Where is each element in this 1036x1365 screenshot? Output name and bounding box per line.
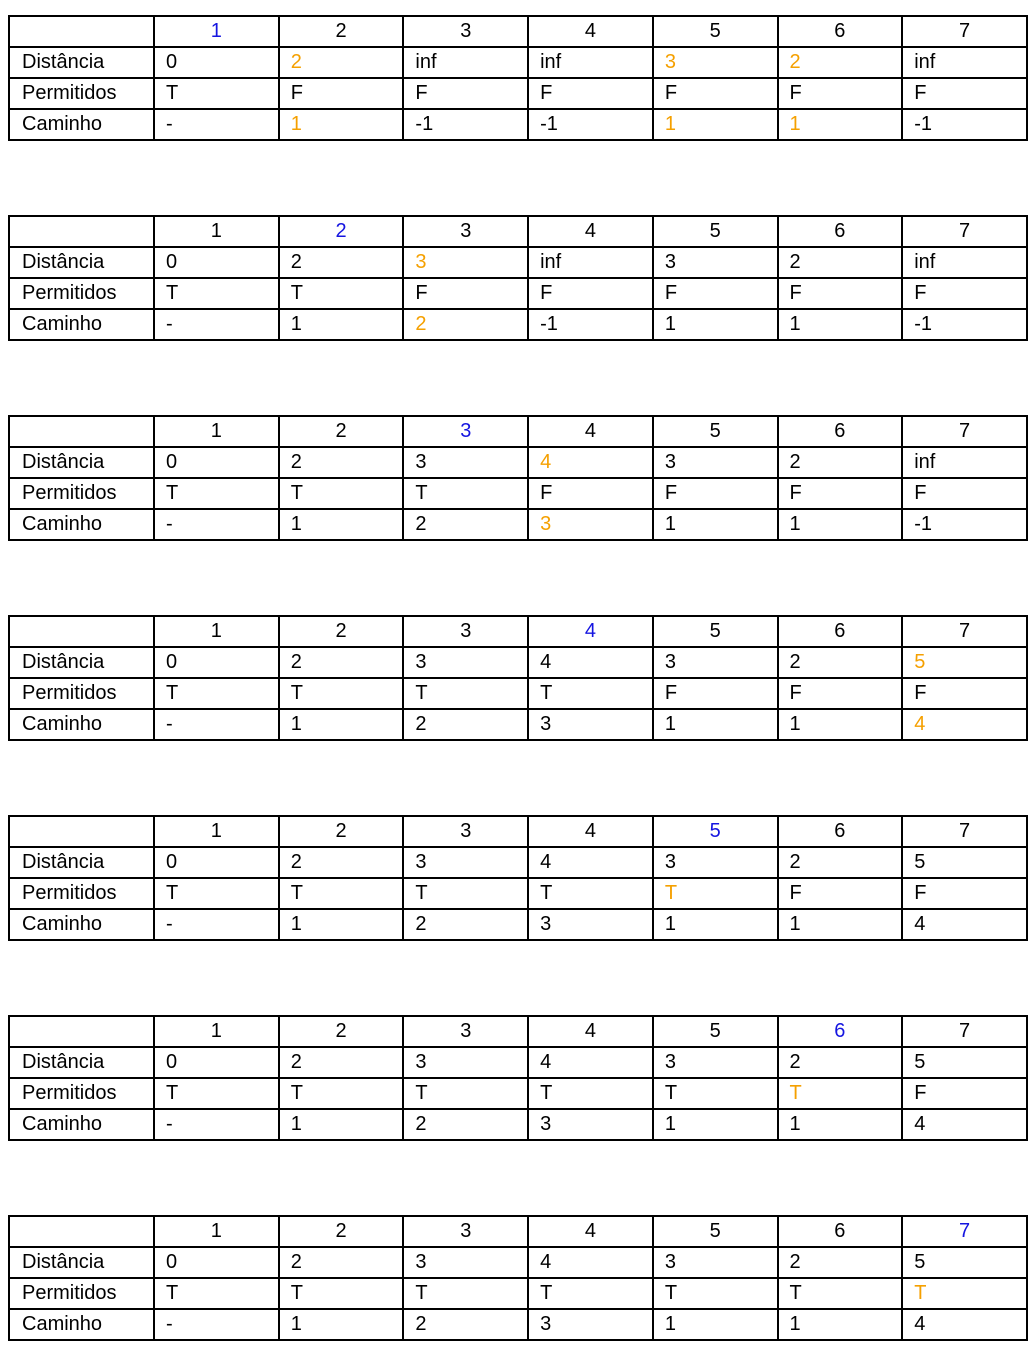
distancia-cell: 2 <box>778 847 903 878</box>
caminho-cell: 1 <box>653 1309 778 1340</box>
vertex-header: 4 <box>528 416 653 447</box>
distancia-cell: 3 <box>653 1247 778 1278</box>
distancia-cell: 2 <box>778 447 903 478</box>
corner-cell <box>9 816 154 847</box>
distancia-cell: 3 <box>403 1247 528 1278</box>
vertex-header: 2 <box>279 816 404 847</box>
caminho-cell: 1 <box>653 109 778 140</box>
permitidos-cell: T <box>154 678 279 709</box>
vertex-header: 2 <box>279 216 404 247</box>
caminho-cell: -1 <box>902 309 1027 340</box>
caminho-cell: 1 <box>279 709 404 740</box>
caminho-cell: -1 <box>902 109 1027 140</box>
caminho-cell: 2 <box>403 909 528 940</box>
vertex-header: 5 <box>653 1016 778 1047</box>
vertex-header: 3 <box>403 1016 528 1047</box>
permitidos-cell: F <box>279 78 404 109</box>
step-table <box>8 615 1028 741</box>
permitidos-cell: F <box>902 678 1027 709</box>
caminho-row <box>9 1109 1027 1140</box>
vertex-header: 2 <box>279 1016 404 1047</box>
row-label: Distância <box>9 1047 154 1078</box>
vertex-header: 4 <box>528 816 653 847</box>
caminho-cell: 1 <box>653 509 778 540</box>
row-label: Distância <box>9 847 154 878</box>
permitidos-cell: F <box>902 278 1027 309</box>
distancia-cell: 2 <box>778 47 903 78</box>
permitidos-row <box>9 1078 1027 1109</box>
vertex-header: 7 <box>902 416 1027 447</box>
permitidos-cell: F <box>528 478 653 509</box>
distancia-cell: 3 <box>403 447 528 478</box>
permitidos-cell: F <box>403 278 528 309</box>
row-label: Permitidos <box>9 1278 154 1309</box>
permitidos-cell: T <box>279 878 404 909</box>
distancia-cell: 2 <box>279 247 404 278</box>
caminho-cell: - <box>154 1109 279 1140</box>
distancia-cell: 0 <box>154 1047 279 1078</box>
distancia-cell: 2 <box>279 1047 404 1078</box>
caminho-cell: 1 <box>778 309 903 340</box>
vertex-header: 6 <box>778 1016 903 1047</box>
header-row <box>9 1016 1027 1047</box>
distancia-cell: inf <box>902 447 1027 478</box>
caminho-cell: 1 <box>279 309 404 340</box>
corner-cell <box>9 616 154 647</box>
vertex-header: 3 <box>403 16 528 47</box>
vertex-header: 5 <box>653 216 778 247</box>
distancia-cell: inf <box>528 47 653 78</box>
vertex-header: 3 <box>403 616 528 647</box>
permitidos-row <box>9 278 1027 309</box>
row-label: Permitidos <box>9 478 154 509</box>
vertex-header: 7 <box>902 216 1027 247</box>
permitidos-cell: F <box>778 878 903 909</box>
caminho-cell: 1 <box>279 109 404 140</box>
distancia-cell: 2 <box>279 647 404 678</box>
distancia-cell: 3 <box>653 447 778 478</box>
permitidos-cell: T <box>279 478 404 509</box>
permitidos-cell: F <box>653 678 778 709</box>
distancia-cell: 0 <box>154 447 279 478</box>
vertex-header: 6 <box>778 216 903 247</box>
caminho-cell: 1 <box>279 909 404 940</box>
caminho-cell: -1 <box>528 109 653 140</box>
distancia-row <box>9 647 1027 678</box>
caminho-row <box>9 309 1027 340</box>
permitidos-cell: T <box>154 1278 279 1309</box>
vertex-header: 1 <box>154 416 279 447</box>
caminho-cell: 3 <box>528 709 653 740</box>
vertex-header: 1 <box>154 16 279 47</box>
caminho-cell: 3 <box>528 1309 653 1340</box>
caminho-row <box>9 909 1027 940</box>
permitidos-cell: T <box>653 1078 778 1109</box>
distancia-cell: 3 <box>653 647 778 678</box>
distancia-row <box>9 847 1027 878</box>
permitidos-cell: T <box>528 1278 653 1309</box>
row-label: Caminho <box>9 709 154 740</box>
row-label: Permitidos <box>9 78 154 109</box>
permitidos-cell: T <box>902 1278 1027 1309</box>
header-row <box>9 16 1027 47</box>
vertex-header: 2 <box>279 1216 404 1247</box>
permitidos-cell: T <box>528 878 653 909</box>
caminho-cell: 2 <box>403 1309 528 1340</box>
vertex-header: 6 <box>778 416 903 447</box>
distancia-cell: 5 <box>902 847 1027 878</box>
vertex-header: 1 <box>154 1016 279 1047</box>
vertex-header: 2 <box>279 16 404 47</box>
distancia-cell: inf <box>528 247 653 278</box>
permitidos-cell: T <box>403 478 528 509</box>
vertex-header: 5 <box>653 816 778 847</box>
distancia-cell: inf <box>902 247 1027 278</box>
permitidos-cell: T <box>154 478 279 509</box>
caminho-cell: 1 <box>778 1309 903 1340</box>
permitidos-cell: F <box>778 678 903 709</box>
caminho-cell: 4 <box>902 709 1027 740</box>
distancia-cell: 3 <box>653 247 778 278</box>
caminho-cell: - <box>154 709 279 740</box>
permitidos-row <box>9 1278 1027 1309</box>
distancia-cell: 5 <box>902 1047 1027 1078</box>
vertex-header: 3 <box>403 416 528 447</box>
vertex-header: 2 <box>279 616 404 647</box>
caminho-cell: 2 <box>403 1109 528 1140</box>
vertex-header: 6 <box>778 16 903 47</box>
distancia-cell: 0 <box>154 647 279 678</box>
distancia-cell: 2 <box>279 447 404 478</box>
row-label: Permitidos <box>9 278 154 309</box>
caminho-row <box>9 709 1027 740</box>
distancia-row <box>9 1247 1027 1278</box>
distancia-cell: 2 <box>279 1247 404 1278</box>
header-row <box>9 216 1027 247</box>
permitidos-cell: F <box>902 78 1027 109</box>
row-label: Distância <box>9 47 154 78</box>
caminho-cell: 1 <box>279 1309 404 1340</box>
distancia-cell: 5 <box>902 1247 1027 1278</box>
vertex-header: 7 <box>902 1016 1027 1047</box>
distancia-cell: 3 <box>403 247 528 278</box>
permitidos-cell: F <box>902 878 1027 909</box>
caminho-cell: 3 <box>528 909 653 940</box>
corner-cell <box>9 216 154 247</box>
header-row <box>9 416 1027 447</box>
distancia-cell: 2 <box>279 847 404 878</box>
distancia-cell: 2 <box>778 1247 903 1278</box>
caminho-cell: -1 <box>403 109 528 140</box>
vertex-header: 5 <box>653 16 778 47</box>
permitidos-cell: T <box>154 278 279 309</box>
row-label: Distância <box>9 647 154 678</box>
caminho-cell: - <box>154 109 279 140</box>
vertex-header: 6 <box>778 1216 903 1247</box>
permitidos-row <box>9 78 1027 109</box>
caminho-cell: 2 <box>403 509 528 540</box>
step-table <box>8 415 1028 541</box>
permitidos-row <box>9 678 1027 709</box>
vertex-header: 6 <box>778 616 903 647</box>
distancia-cell: 2 <box>778 1047 903 1078</box>
caminho-cell: - <box>154 309 279 340</box>
permitidos-cell: T <box>528 1078 653 1109</box>
row-label: Caminho <box>9 509 154 540</box>
caminho-cell: 1 <box>778 1109 903 1140</box>
vertex-header: 3 <box>403 216 528 247</box>
caminho-cell: - <box>154 1309 279 1340</box>
step-table <box>8 1015 1028 1141</box>
caminho-row <box>9 509 1027 540</box>
permitidos-cell: T <box>279 278 404 309</box>
caminho-cell: 1 <box>778 909 903 940</box>
permitidos-cell: F <box>653 278 778 309</box>
caminho-cell: 1 <box>653 709 778 740</box>
corner-cell <box>9 416 154 447</box>
vertex-header: 1 <box>154 616 279 647</box>
vertex-header: 7 <box>902 1216 1027 1247</box>
permitidos-cell: T <box>154 78 279 109</box>
distancia-cell: inf <box>403 47 528 78</box>
caminho-cell: 1 <box>653 309 778 340</box>
distancia-cell: 0 <box>154 247 279 278</box>
distancia-cell: 4 <box>528 447 653 478</box>
corner-cell <box>9 1016 154 1047</box>
distancia-cell: 2 <box>279 47 404 78</box>
vertex-header: 3 <box>403 816 528 847</box>
caminho-cell: - <box>154 509 279 540</box>
permitidos-cell: T <box>403 1078 528 1109</box>
distancia-cell: 3 <box>653 1047 778 1078</box>
row-label: Permitidos <box>9 1078 154 1109</box>
permitidos-cell: T <box>279 678 404 709</box>
caminho-cell: 1 <box>653 909 778 940</box>
vertex-header: 1 <box>154 216 279 247</box>
vertex-header: 4 <box>528 16 653 47</box>
caminho-cell: -1 <box>528 309 653 340</box>
permitidos-cell: T <box>528 678 653 709</box>
vertex-header: 4 <box>528 1016 653 1047</box>
distancia-cell: 0 <box>154 47 279 78</box>
header-row <box>9 816 1027 847</box>
vertex-header: 3 <box>403 1216 528 1247</box>
distancia-cell: 3 <box>403 847 528 878</box>
caminho-cell: 4 <box>902 1309 1027 1340</box>
distancia-cell: 3 <box>403 1047 528 1078</box>
vertex-header: 5 <box>653 416 778 447</box>
permitidos-row <box>9 878 1027 909</box>
permitidos-cell: F <box>902 478 1027 509</box>
caminho-cell: 1 <box>279 509 404 540</box>
permitidos-cell: F <box>902 1078 1027 1109</box>
distancia-row <box>9 47 1027 78</box>
distancia-row <box>9 1047 1027 1078</box>
distancia-cell: 4 <box>528 847 653 878</box>
caminho-cell: 3 <box>528 509 653 540</box>
caminho-row <box>9 109 1027 140</box>
caminho-cell: 4 <box>902 1109 1027 1140</box>
row-label: Distância <box>9 247 154 278</box>
caminho-cell: 1 <box>653 1109 778 1140</box>
distancia-cell: 3 <box>403 647 528 678</box>
distancia-cell: 4 <box>528 1247 653 1278</box>
permitidos-cell: T <box>279 1078 404 1109</box>
permitidos-cell: T <box>653 878 778 909</box>
distancia-cell: 2 <box>778 647 903 678</box>
caminho-cell: 4 <box>902 909 1027 940</box>
header-row <box>9 616 1027 647</box>
distancia-cell: 2 <box>778 247 903 278</box>
row-label: Caminho <box>9 1309 154 1340</box>
permitidos-row <box>9 478 1027 509</box>
vertex-header: 4 <box>528 1216 653 1247</box>
caminho-cell: 1 <box>778 709 903 740</box>
row-label: Caminho <box>9 309 154 340</box>
permitidos-cell: T <box>653 1278 778 1309</box>
permitidos-cell: F <box>653 478 778 509</box>
row-label: Permitidos <box>9 678 154 709</box>
permitidos-cell: T <box>154 878 279 909</box>
step-table <box>8 15 1028 141</box>
permitidos-cell: F <box>778 278 903 309</box>
step-table <box>8 215 1028 341</box>
permitidos-cell: F <box>403 78 528 109</box>
vertex-header: 6 <box>778 816 903 847</box>
distancia-cell: 0 <box>154 847 279 878</box>
permitidos-cell: F <box>778 478 903 509</box>
corner-cell <box>9 1216 154 1247</box>
vertex-header: 2 <box>279 416 404 447</box>
permitidos-cell: T <box>778 1078 903 1109</box>
caminho-cell: 2 <box>403 309 528 340</box>
permitidos-cell: T <box>778 1278 903 1309</box>
permitidos-cell: F <box>528 278 653 309</box>
distancia-row <box>9 247 1027 278</box>
permitidos-cell: T <box>154 1078 279 1109</box>
caminho-cell: 1 <box>778 509 903 540</box>
permitidos-cell: T <box>279 1278 404 1309</box>
vertex-header: 1 <box>154 1216 279 1247</box>
permitidos-cell: F <box>653 78 778 109</box>
vertex-header: 5 <box>653 616 778 647</box>
permitidos-cell: F <box>528 78 653 109</box>
caminho-cell: 2 <box>403 709 528 740</box>
step-table <box>8 1215 1028 1341</box>
distancia-cell: 4 <box>528 1047 653 1078</box>
caminho-cell: 1 <box>279 1109 404 1140</box>
row-label: Caminho <box>9 909 154 940</box>
vertex-header: 4 <box>528 216 653 247</box>
row-label: Distância <box>9 447 154 478</box>
permitidos-cell: T <box>403 878 528 909</box>
vertex-header: 4 <box>528 616 653 647</box>
permitidos-cell: F <box>778 78 903 109</box>
corner-cell <box>9 16 154 47</box>
distancia-cell: 5 <box>902 647 1027 678</box>
vertex-header: 5 <box>653 1216 778 1247</box>
distancia-cell: inf <box>902 47 1027 78</box>
distancia-cell: 4 <box>528 647 653 678</box>
caminho-cell: - <box>154 909 279 940</box>
vertex-header: 7 <box>902 16 1027 47</box>
header-row <box>9 1216 1027 1247</box>
vertex-header: 1 <box>154 816 279 847</box>
permitidos-cell: T <box>403 1278 528 1309</box>
caminho-row <box>9 1309 1027 1340</box>
row-label: Caminho <box>9 109 154 140</box>
caminho-cell: -1 <box>902 509 1027 540</box>
distancia-cell: 0 <box>154 1247 279 1278</box>
distancia-cell: 3 <box>653 47 778 78</box>
permitidos-cell: T <box>403 678 528 709</box>
caminho-cell: 1 <box>778 109 903 140</box>
caminho-cell: 3 <box>528 1109 653 1140</box>
row-label: Permitidos <box>9 878 154 909</box>
distancia-cell: 3 <box>653 847 778 878</box>
vertex-header: 7 <box>902 616 1027 647</box>
row-label: Caminho <box>9 1109 154 1140</box>
step-table <box>8 815 1028 941</box>
row-label: Distância <box>9 1247 154 1278</box>
distancia-row <box>9 447 1027 478</box>
vertex-header: 7 <box>902 816 1027 847</box>
